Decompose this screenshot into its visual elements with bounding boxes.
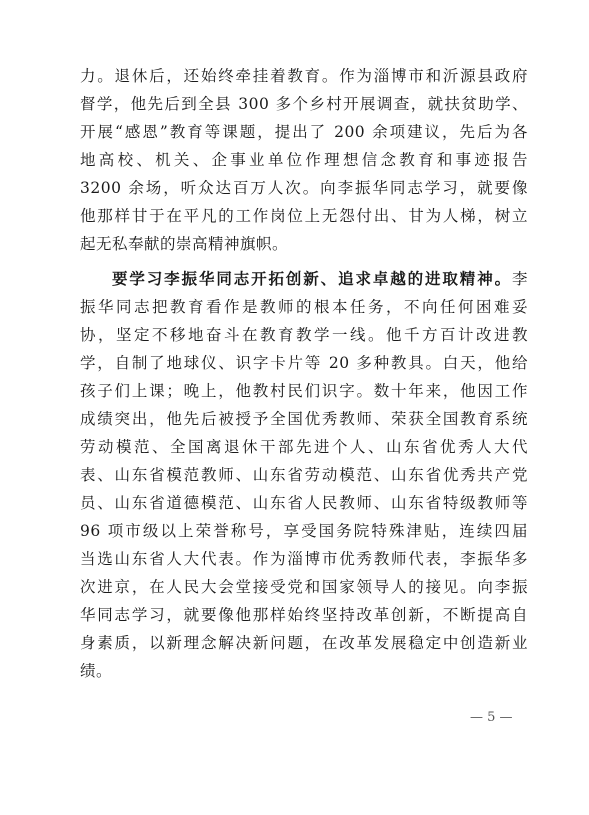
paragraph-line: 地高校、机关、企事业单位作理想信念教育和事迹报告 <box>80 151 528 169</box>
body-text <box>80 62 528 685</box>
paragraph-text: 李 <box>511 270 528 288</box>
paragraph-line: 振华同志把教育看作是教师的根本任务，不向任何困难妥 <box>80 298 528 316</box>
paragraph-line: 次进京，在人民大会堂接受党和国家领导人的接见。向李振 <box>80 578 528 596</box>
paragraph-line: 96 项市级以上荣誉称号，享受国务院特殊津贴，连续四届 <box>80 522 528 540</box>
paragraph-line: 协，坚定不移地奋斗在教育教学一线。他千方百计改进教 <box>80 326 528 344</box>
paragraph-line: 成绩突出，他先后被授予全国优秀教师、荣获全国教育系统 <box>80 410 528 428</box>
paragraph-heading-line <box>80 265 528 293</box>
paragraph-line: 学，自制了地球仪、识字卡片等 20 多种教具。白天，他给 <box>80 354 528 372</box>
paragraph-line: 华同志学习，就要像他那样始终坚持改革创新，不断提高自 <box>80 606 528 624</box>
paragraph-line: 孩子们上课；晚上，他教村民们识字。数十年来，他因工作 <box>80 382 528 400</box>
paragraph-line: 督学，他先后到全县 300 多个乡村开展调查，就扶贫助学、 <box>80 95 528 113</box>
paragraph-line: 起无私奉献的崇高精神旗帜。 <box>80 235 289 253</box>
paragraph-line: 表、山东省模范教师、山东省劳动模范、山东省优秀共产党 <box>80 466 528 484</box>
paragraph-heading: 要学习李振华同志开拓创新、追求卓越的进取精神。 <box>112 270 512 288</box>
paragraph-line: 开展“感恩”教育等课题，提出了 200 余项建议，先后为各 <box>80 123 528 141</box>
paragraph-line: 劳动模范、全国离退休干部先进个人、山东省优秀人大代 <box>80 438 528 456</box>
paragraph-line: 他那样甘于在平凡的工作岗位上无怨付出、甘为人梯，树立 <box>80 207 528 225</box>
paragraph-line: 3200 余场，听众达百万人次。向李振华同志学习，就要像 <box>80 179 528 197</box>
paragraph-line: 当选山东省人大代表。作为淄博市优秀教师代表，李振华多 <box>80 550 528 568</box>
paragraph-line: 绩。 <box>80 662 113 680</box>
paragraph-line: 员、山东省道德模范、山东省人民教师、山东省特级教师等 <box>80 494 528 512</box>
paragraph-line: 力。退休后，还始终牵挂着教育。作为淄博市和沂源县政府 <box>80 67 528 85</box>
page-number: — 5 — <box>470 710 513 725</box>
paragraph-line: 身素质，以新理念解决新问题，在改革发展稳定中创造新业 <box>80 634 528 652</box>
